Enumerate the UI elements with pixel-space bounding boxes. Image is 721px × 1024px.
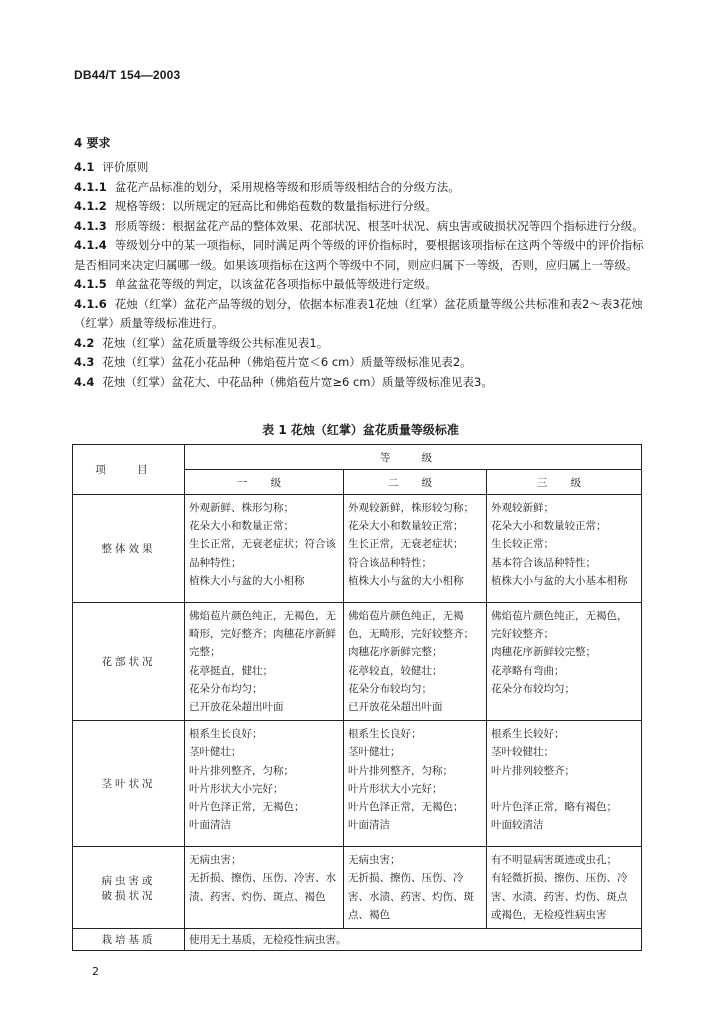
cell-line: 根系生长较好； xyxy=(491,728,565,741)
cell-line: 植株大小与盆的大小相称 xyxy=(189,574,305,587)
cell-line: 叶片排列较整齐； xyxy=(491,764,575,777)
cell-line: 生长正常，无衰老症状； xyxy=(348,538,464,551)
grade-cell xyxy=(487,847,642,929)
grade-cell xyxy=(185,495,344,603)
clause-text: 花烛（红掌）盆花产品等级的划分，依据本标准表1花烛（红掌）盆花质量等级公共标准和表2～表3花烛（红掌）质量等级标准进行。 xyxy=(74,296,643,330)
clause-number: 4.2 xyxy=(74,335,95,350)
cell-line: 根系生长良好； xyxy=(348,728,422,741)
cell-line: 花朵分布均匀； xyxy=(189,682,263,695)
clause-number: 4.3 xyxy=(74,355,95,369)
cell-line: 花葶较直，较健壮； xyxy=(348,664,443,677)
cell-line: 花葶略有弯曲； xyxy=(491,664,565,677)
clause-number: 4.1.5 xyxy=(74,277,107,291)
cell-line: 花朵分布较均匀； xyxy=(348,682,432,695)
row-item: 花部状况 xyxy=(73,603,185,721)
clause-text: 规格等级：以所规定的冠高比和佛焰苞数的数量指标进行分级。 xyxy=(114,199,437,213)
cell-line: 叶片排列整齐，匀称； xyxy=(189,764,294,777)
page-number: 2 xyxy=(92,965,99,978)
grade-cell xyxy=(487,495,642,603)
cell-line: 根系生长良好； xyxy=(189,728,263,741)
grade-cell xyxy=(344,721,487,847)
grade-cell xyxy=(344,603,487,721)
cell-line: 外观新鲜、株形匀称； xyxy=(189,502,294,514)
cell-line: 外观较新鲜； xyxy=(491,502,554,514)
paragraph xyxy=(74,373,646,393)
cell-line: 生长正常，无衰老症状；符合该品种特性； xyxy=(189,538,336,569)
clause-text: 花烛（红掌）盆花大、中花品种（佛焰苞片宽≥6 cm）质量等级标准见表3。 xyxy=(102,374,493,389)
cell-line: 无病虫害； xyxy=(189,854,242,867)
cell-line: 植株大小与盆的大小相称 xyxy=(348,574,464,587)
cell-line xyxy=(491,780,637,798)
clause-number: 4.1.2 xyxy=(74,199,107,213)
cell-line: 植株大小与盆的大小基本相称 xyxy=(491,574,628,587)
standard-code: DB44/T 154—2003 xyxy=(74,68,181,82)
grade-cell xyxy=(487,721,642,847)
paragraph xyxy=(74,178,646,198)
grade-cell xyxy=(185,721,344,847)
cell-line: 叶片形状大小完好； xyxy=(189,782,284,795)
paragraph xyxy=(74,275,646,295)
header-level-3: 三 级 xyxy=(487,470,642,495)
cell-line: 有轻微折损、擦伤、压伤、冷害、水渍、药害、灼伤、斑点或褐色，无检疫性病虫害 xyxy=(491,872,628,921)
header-levels: 等 级 xyxy=(185,445,642,470)
paragraph xyxy=(74,217,646,237)
paragraph xyxy=(74,295,646,334)
cell-line: 基本符合该品种特性； xyxy=(491,556,596,569)
table-row xyxy=(73,929,642,951)
header-level-2: 二 级 xyxy=(344,470,487,495)
cell-line: 花朵大小和数量较正常； xyxy=(491,520,607,533)
cell-line: 已开放花朵超出叶面 xyxy=(348,701,443,714)
grade-cell xyxy=(344,495,487,603)
cell-line: 无病虫害； xyxy=(348,854,401,867)
cell-line: 叶片形状大小完好； xyxy=(348,782,443,795)
clause-text: 等级划分中的某一项指标，同时满足两个等级的评价指标时，要根据该项指标在这两个等级中的评价指标是否相同来决定归属哪一级。如果该项指标在这两个等级中不同，则应归属下一等级，否则，应归属上一等级。 xyxy=(74,238,644,272)
row-item: 整体效果 xyxy=(73,495,185,603)
grade-cell xyxy=(344,847,487,929)
cell-line: 外观较新鲜，株形较匀称； xyxy=(348,502,474,514)
clause-text: 花烛（红掌）盆花小花品种（佛焰苞片宽＜6 cm）质量等级标准见表2。 xyxy=(102,355,472,369)
cell-line: 符合该品种特性； xyxy=(348,556,432,569)
paragraph xyxy=(74,353,646,373)
header-level-1: 一 级 xyxy=(185,470,344,495)
header-item: 项 目 xyxy=(73,445,185,495)
cell-line: 叶面清洁 xyxy=(348,819,390,832)
clause-text: 单盆盆花等级的判定，以该盆花各项指标中最低等级进行定级。 xyxy=(114,277,437,291)
cell-line: 有不明显病害斑迹或虫孔； xyxy=(491,854,617,867)
cell-line: 叶片色泽正常，无褐色； xyxy=(189,801,305,814)
clause-number: 4.1.1 xyxy=(74,179,107,194)
clause-text: 盆花产品标准的划分，采用规格等级和形质等级相结合的分级方法。 xyxy=(114,179,460,194)
cell-line: 叶片色泽正常，无褐色； xyxy=(348,801,464,814)
cell-line: 花朵大小和数量正常； xyxy=(189,520,294,533)
cell-line: 佛焰苞片颜色纯正，无褐色，无畸形，完好较整齐； xyxy=(348,610,474,641)
cell-line: 茎叶较健壮； xyxy=(491,746,554,759)
clause-number: 4.1.6 xyxy=(74,296,107,311)
section-title: 4 要求 xyxy=(74,136,111,150)
cell-line: 无折损、擦伤、压伤、冷害、水渍、药害、灼伤、斑点、褐色 xyxy=(189,872,336,903)
paragraph xyxy=(74,158,646,178)
paragraph xyxy=(74,334,646,354)
cell-line: 已开放花朵超出叶面 xyxy=(189,701,284,714)
grade-cell xyxy=(185,603,344,721)
cell-line: 叶面较清洁 xyxy=(491,819,544,832)
clause-text: 花烛（红掌）盆花质量等级公共标准见表1。 xyxy=(102,335,329,350)
grade-cell xyxy=(185,847,344,929)
substrate-cell: 使用无土基质，无检疫性病虫害。 xyxy=(185,929,642,951)
table-row xyxy=(73,847,642,929)
cell-line: 佛焰苞片颜色纯正，无褐色，完好较整齐； xyxy=(491,610,628,641)
cell-line: 肉穗花序新鲜完整； xyxy=(348,646,443,659)
clause-number: 4.1.3 xyxy=(74,218,107,233)
body-text xyxy=(74,158,646,392)
cell-line: 茎叶健壮； xyxy=(348,746,401,759)
cell-line: 花葶挺直，健壮； xyxy=(189,664,273,677)
table-row xyxy=(73,721,642,847)
clause-text: 评价原则 xyxy=(102,160,149,174)
cell-line: 花朵分布较均匀； xyxy=(491,682,575,695)
row-item: 栽培基质 xyxy=(73,929,185,951)
cell-line: 叶片色泽正常，略有褐色； xyxy=(491,801,617,814)
table-caption: 表 1 花烛（红掌）盆花质量等级标准 xyxy=(262,423,459,437)
clause-text: 形质等级：根据盆花产品的整体效果、花部状况、根茎叶状况、病虫害或破损状况等四个指标进行分级。 xyxy=(114,218,644,233)
cell-line: 肉穗花序新鲜较完整； xyxy=(491,646,596,659)
table-row xyxy=(73,603,642,721)
cell-line: 生长较正常； xyxy=(491,538,554,551)
clause-number: 4.1 xyxy=(74,160,95,174)
quality-grade-table xyxy=(72,444,642,951)
cell-line: 茎叶健壮； xyxy=(189,746,242,759)
row-item-line: 破损状况 xyxy=(101,889,156,902)
clause-number: 4.4 xyxy=(74,374,95,389)
cell-line: 佛焰苞片颜色纯正，无褐色，无畸形，完好整齐；肉穗花序新鲜完整； xyxy=(189,610,336,659)
cell-line: 叶面清洁 xyxy=(189,819,231,832)
row-item-line: 病虫害或 xyxy=(101,874,156,887)
cell-line: 叶片排列整齐，匀称； xyxy=(348,764,453,777)
grade-cell xyxy=(487,603,642,721)
clause-number: 4.1.4 xyxy=(74,238,107,252)
paragraph xyxy=(74,197,646,217)
row-item xyxy=(73,847,185,929)
cell-line: 花朵大小和数量较正常； xyxy=(348,520,464,533)
cell-line: 无折损、擦伤、压伤、冷害、水渍、药害、灼伤、斑点、褐色 xyxy=(348,872,474,921)
table-row xyxy=(73,495,642,603)
paragraph xyxy=(74,236,646,275)
row-item: 茎叶状况 xyxy=(73,721,185,847)
